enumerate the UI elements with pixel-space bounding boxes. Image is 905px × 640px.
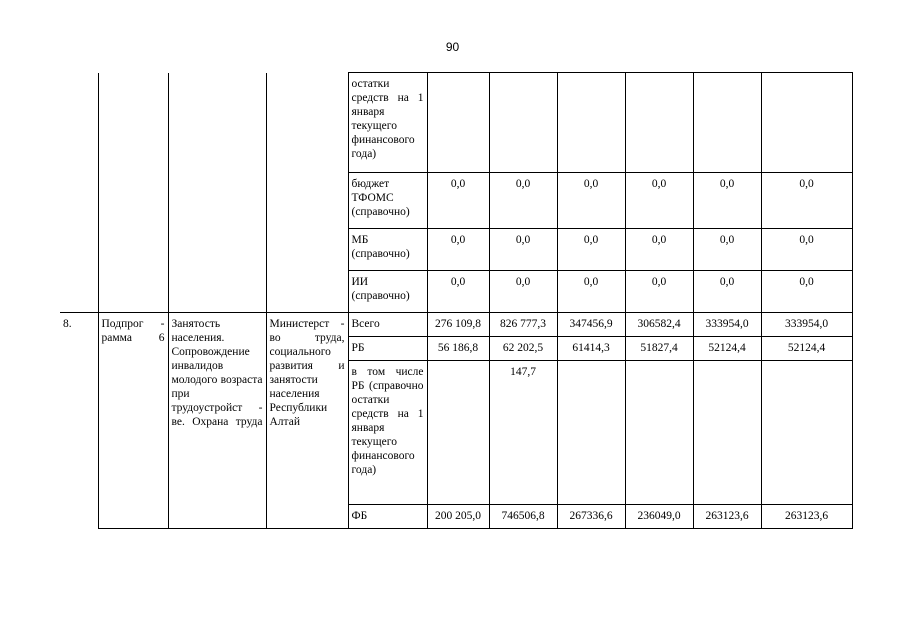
cell-type <box>98 73 168 173</box>
cell-source-label: МБ (справочно) <box>348 229 427 271</box>
program-number: 8. <box>60 313 98 529</box>
cell-title <box>168 73 266 173</box>
cell-number <box>60 229 98 271</box>
cell-source-label: в том числе РБ (справочно остатки средств на 1 января текущего финансового года) <box>348 361 427 505</box>
cell-value <box>427 73 489 173</box>
cell-source-label: остатки средств на 1 января текущего финансового года) <box>348 73 427 173</box>
cell-value: 0,0 <box>557 229 625 271</box>
cell-value: 0,0 <box>625 229 693 271</box>
cell-value: 0,0 <box>427 229 489 271</box>
cell-value: 333954,0 <box>693 313 761 337</box>
cell-value: 276 109,8 <box>427 313 489 337</box>
cell-ministry <box>266 73 348 173</box>
cell-value: 0,0 <box>693 229 761 271</box>
cell-ministry <box>266 229 348 271</box>
cell-value: 61414,3 <box>557 337 625 361</box>
cell-value: 62 202,5 <box>489 337 557 361</box>
page-number: 90 <box>445 40 460 54</box>
cell-value <box>557 361 625 505</box>
cell-value <box>625 73 693 173</box>
program-ministry: Министерст - во труда, социального развития и занятости населения Республики Алтай <box>266 313 348 529</box>
table-row <box>60 271 852 313</box>
table-row <box>60 313 852 337</box>
cell-number <box>60 73 98 173</box>
cell-value: 0,0 <box>427 271 489 313</box>
cell-value: 200 205,0 <box>427 505 489 529</box>
program-type: Подпрог - рамма 6 <box>98 313 168 529</box>
budget-table <box>60 72 853 529</box>
cell-value: 826 777,3 <box>489 313 557 337</box>
cell-value <box>761 73 852 173</box>
cell-value: 333954,0 <box>761 313 852 337</box>
cell-value <box>427 361 489 505</box>
cell-ministry <box>266 173 348 229</box>
cell-value: 0,0 <box>625 173 693 229</box>
cell-source-label: ФБ <box>348 505 427 529</box>
cell-value: 0,0 <box>489 271 557 313</box>
cell-number <box>60 173 98 229</box>
cell-title <box>168 229 266 271</box>
cell-value: 746506,8 <box>489 505 557 529</box>
cell-source-label: РБ <box>348 337 427 361</box>
cell-value: 0,0 <box>427 173 489 229</box>
cell-number <box>60 271 98 313</box>
cell-value: 0,0 <box>557 271 625 313</box>
cell-value: 0,0 <box>693 271 761 313</box>
cell-type <box>98 173 168 229</box>
cell-value: 0,0 <box>761 173 852 229</box>
cell-value: 147,7 <box>489 361 557 505</box>
cell-value <box>557 73 625 173</box>
cell-value: 306582,4 <box>625 313 693 337</box>
cell-value: 0,0 <box>693 173 761 229</box>
cell-value: 267336,6 <box>557 505 625 529</box>
cell-value <box>693 361 761 505</box>
table-row <box>60 73 852 173</box>
cell-value: 0,0 <box>489 229 557 271</box>
cell-value: 52124,4 <box>761 337 852 361</box>
cell-value <box>489 73 557 173</box>
table-row <box>60 229 852 271</box>
cell-value: 0,0 <box>625 271 693 313</box>
cell-title <box>168 271 266 313</box>
cell-value: 347456,9 <box>557 313 625 337</box>
cell-source-label: ИИ (справочно) <box>348 271 427 313</box>
cell-value <box>693 73 761 173</box>
cell-value: 56 186,8 <box>427 337 489 361</box>
cell-source-label: бюджет ТФОМС (справочно) <box>348 173 427 229</box>
cell-title <box>168 173 266 229</box>
cell-source-label: Всего <box>348 313 427 337</box>
cell-value: 0,0 <box>761 229 852 271</box>
cell-ministry <box>266 271 348 313</box>
cell-value: 51827,4 <box>625 337 693 361</box>
cell-value: 263123,6 <box>761 505 852 529</box>
cell-type <box>98 271 168 313</box>
cell-type <box>98 229 168 271</box>
cell-value: 263123,6 <box>693 505 761 529</box>
table-row <box>60 173 852 229</box>
cell-value: 52124,4 <box>693 337 761 361</box>
cell-value: 236049,0 <box>625 505 693 529</box>
cell-value <box>625 361 693 505</box>
cell-value <box>761 361 852 505</box>
cell-value: 0,0 <box>489 173 557 229</box>
cell-value: 0,0 <box>557 173 625 229</box>
cell-value: 0,0 <box>761 271 852 313</box>
program-title: Занятость населения. Сопровождение инвалидов молодого возраста при трудоустройст - ве. Охрана труда <box>168 313 266 529</box>
